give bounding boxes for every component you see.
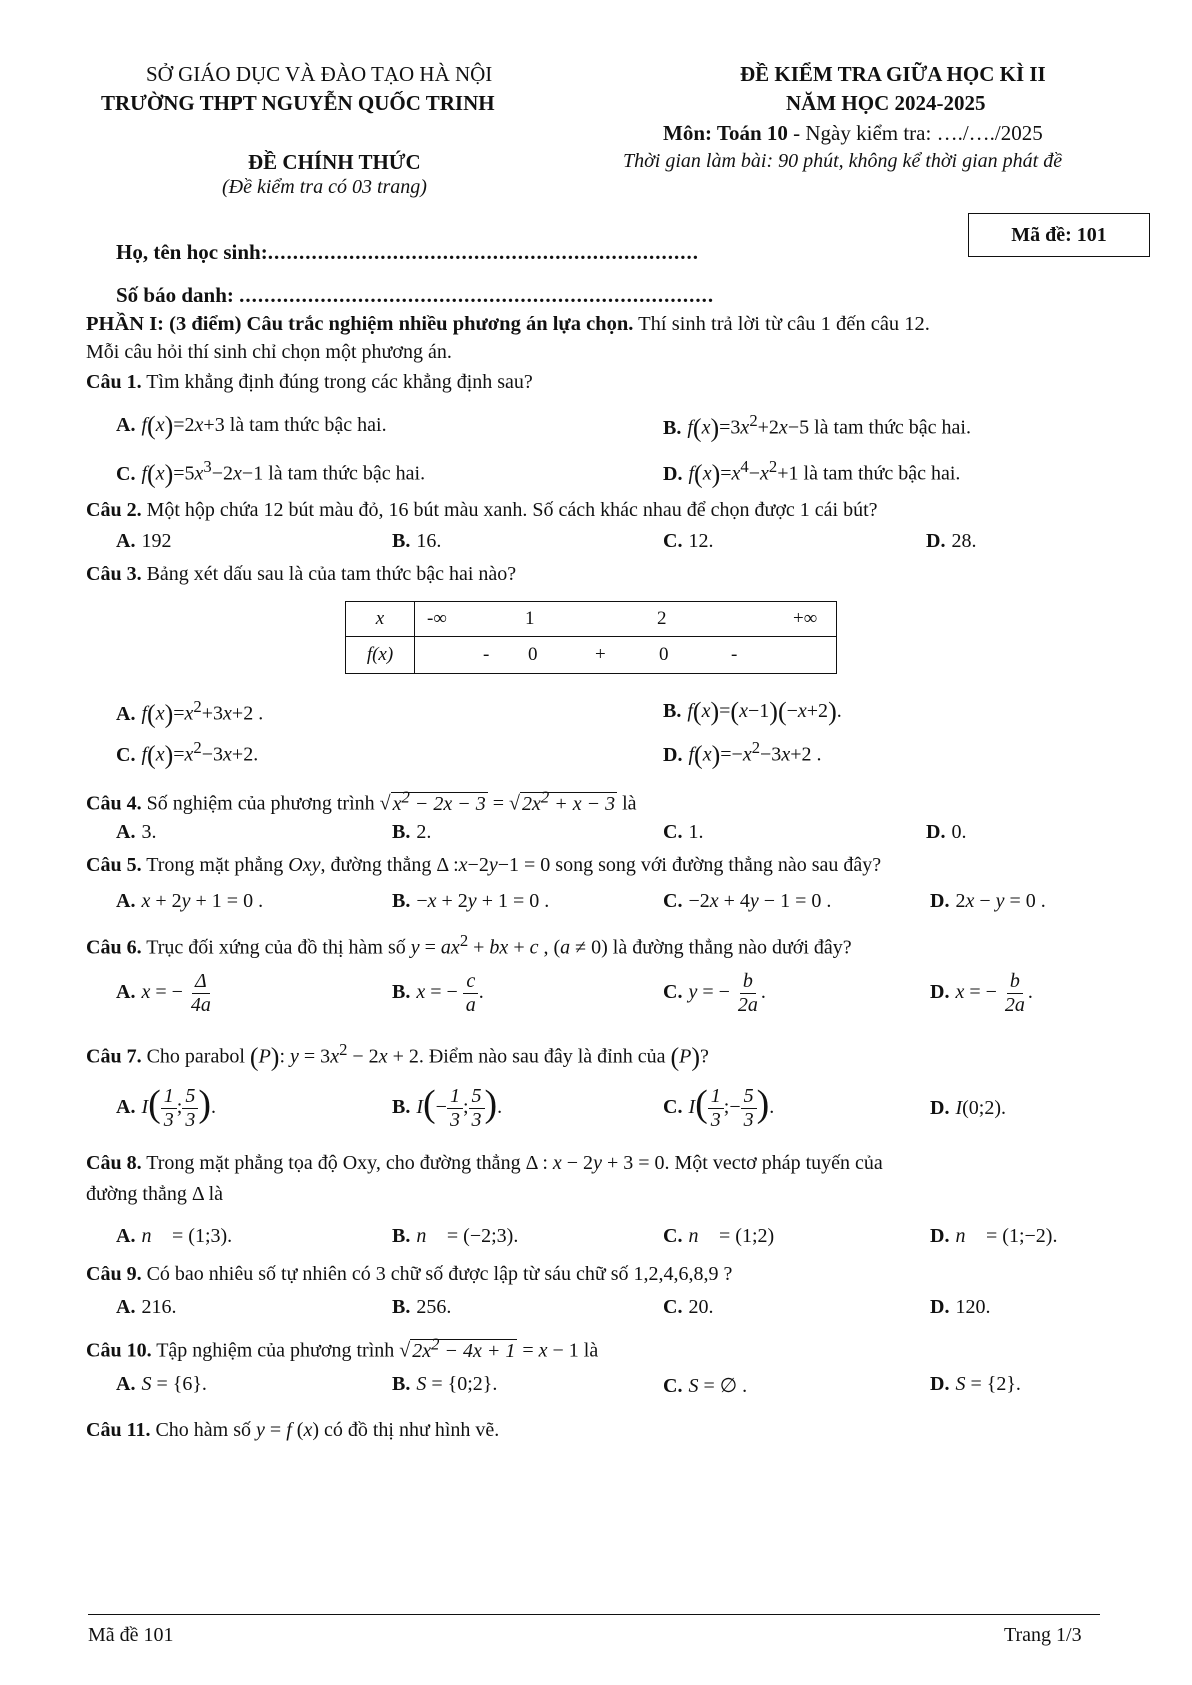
time-note: Thời gian làm bài: 90 phút, không kể thời gian phát đề (623, 150, 1063, 172)
question-1 (86, 371, 533, 394)
q8-option-b: B. n⃗ = (−2;3). (392, 1225, 519, 1247)
sign-3: + (595, 644, 606, 665)
q1-text: Tìm khẳng định đúng trong các khẳng định sau? (141, 371, 533, 393)
q5-option-c: C. −2x + 4y − 1 = 0 . (663, 890, 832, 912)
question-9: Câu 9. Có bao nhiêu số tự nhiên có 3 chữ số được lập từ sáu chữ số 1,2,4,6,8,9 ? (86, 1263, 733, 1285)
subject-label: Môn: Toán 10 (663, 121, 788, 145)
student-id-field: Số báo danh: ............................................................................ (116, 283, 715, 307)
question-3: Câu 3. Bảng xét dấu sau là của tam thức bậc hai nào? (86, 563, 517, 585)
question-10: Câu 10. Tập nghiệm của phương trình √ $2x^2 - 4x + 1 = x - 1$ là (86, 1334, 599, 1362)
q2-option-c: C. 12. (663, 530, 714, 552)
q1-option-c: C. $f(x)=5x^3-2x-1$ là tam thức bậc hai. (116, 457, 426, 489)
part1-heading (86, 313, 930, 336)
q7-option-b: B. I(− $\frac{1}{3}$ ; $\frac{5}{3}$ ). (392, 1083, 503, 1131)
part1-title: PHẦN I: (3 điểm) Câu trắc nghiệm nhiều phương án lựa chọn. (86, 313, 634, 335)
question-5: Câu 5. Trong mặt phẳng Oxy, đường thẳng Δ :x−2y−1 = 0 song song với đường thẳng nào sau đây? (86, 854, 882, 876)
question-2: Câu 2. Một hộp chứa 12 bút màu đỏ, 16 bút màu xanh. Số cách khác nhau để chọn được 1 cái bút? (86, 499, 878, 521)
student-id-label: Số báo danh: (116, 283, 234, 307)
q4-option-d: D. 0. (926, 821, 967, 843)
question-7: Câu 7. Cho parabol (P): $y = 3x^2 - 2x + 2$. Điểm nào sau đây là đỉnh của (P)? (86, 1040, 709, 1072)
student-name-field: Họ, tên học sinh:..................................................................... (116, 240, 699, 264)
question-4: Câu 4. Số nghiệm của phương trình √ $x^2 - 2x - 3$ = √ $2x^2 + x - 3$ là (86, 787, 637, 815)
exam-code-box: Mã đề: 101 (968, 213, 1150, 257)
q3-option-d: D. $f(x)=-x^2-3x+2$ . (663, 738, 822, 770)
official-label: ĐỀ CHÍNH THỨC (248, 150, 421, 174)
question-8: Câu 8. Trong mặt phẳng tọa độ Oxy, cho đường thẳng Δ : x − 2y + 3 = 0. Một vectơ pháp tuyến của (86, 1152, 883, 1174)
sign-2: 0 (528, 644, 538, 665)
sign-table (345, 601, 837, 674)
q4-option-a: A. 3. (116, 821, 157, 843)
q3-option-c: C. $f(x)=x^2-3x+2$. (116, 738, 259, 770)
q6-option-c: C. y = − $\frac{b}{2a}$ . (663, 970, 766, 1016)
q8-option-c: C. n⃗ = (1;2) (663, 1225, 775, 1247)
q8-line-2: đường thẳng Δ là (86, 1183, 224, 1205)
q10-option-c: C. S = ∅ . (663, 1375, 748, 1397)
part1-instruction: Thí sinh trả lời từ câu 1 đến câu 12. (633, 313, 930, 335)
q6-option-d: D. x = − $\frac{b}{2a}$ . (930, 970, 1033, 1016)
question-11: Câu 11. Cho hàm số y = f (x) có đồ thị như hình vẽ. (86, 1419, 500, 1441)
sign-5: - (731, 644, 738, 665)
q5-option-d: D. 2x − y = 0 . (930, 890, 1046, 912)
pages-note: (Đề kiểm tra có 03 trang) (222, 176, 427, 198)
sign-table-fx-row (415, 637, 837, 674)
q10-option-d: D. S = {2}. (930, 1373, 1021, 1395)
q6-option-b: B. x = − $\frac{c}{a}$ . (392, 970, 484, 1016)
footer-exam-code: Mã đề 101 (88, 1624, 174, 1646)
footer-divider (88, 1614, 1100, 1615)
q9-option-c: C. 20. (663, 1296, 714, 1318)
q9-option-a: A. 216. (116, 1296, 177, 1318)
subject-line (663, 121, 1043, 146)
q1-option-a: A. f(x)=2x+3 là tam thức bậc hai. (116, 411, 387, 440)
q1-option-b: B. $f(x)=3x^2+2x-5$ là tam thức bậc hai. (663, 411, 971, 443)
q8-option-a: A. n⃗ = (1;3). (116, 1225, 233, 1247)
q5-option-b: B. −x + 2y + 1 = 0 . (392, 890, 550, 912)
q7-option-d: D. I(0;2). (930, 1097, 1007, 1119)
sign-table-x-label: x (346, 602, 415, 637)
q6-option-a: A. x = − $\frac{\Delta}{4a}$ (116, 970, 211, 1016)
q9-option-d: D. 120. (930, 1296, 991, 1318)
exam-date: - Ngày kiểm tra: …./…./2025 (787, 121, 1043, 145)
q4-option-c: C. 1. (663, 821, 704, 843)
q7-option-a: A. I( $\frac{1}{3}$ ; $\frac{5}{3}$ ). (116, 1083, 216, 1131)
x-val-neg-inf: -∞ (427, 608, 447, 629)
q2-option-b: B. 16. (392, 530, 442, 552)
q10-option-b: B. S = {0;2}. (392, 1373, 498, 1395)
x-val-2: 2 (657, 608, 667, 629)
school-name: TRƯỜNG THPT NGUYỄN QUỐC TRINH (101, 91, 495, 115)
sign-4: 0 (659, 644, 669, 665)
part1-instruction-2: Mỗi câu hỏi thí sinh chỉ chọn một phương án. (86, 341, 452, 363)
x-val-pos-inf: +∞ (793, 608, 818, 629)
q10-option-a: A. S = {6}. (116, 1373, 207, 1395)
q2-option-a: A. 192 (116, 530, 172, 552)
q2-option-d: D. 28. (926, 530, 977, 552)
footer-page-number: Trang 1/3 (1004, 1624, 1082, 1646)
ministry-name: SỞ GIÁO DỤC VÀ ĐÀO TẠO HÀ NỘI (146, 62, 493, 86)
q3-option-b: B. f(x)=(x−1)(−x+2). (663, 697, 842, 726)
question-6: Câu 6. Trục đối xứng của đồ thị hàm số $y = ax^2$ + bx + c , (a ≠ 0) là đường thẳng nào dưới đây? (86, 931, 852, 959)
q7-option-c: C. I( $\frac{1}{3}$ ;− $\frac{5}{3}$ ). (663, 1083, 775, 1131)
q3-option-a: A. $f(x)=x^2+3x+2$ . (116, 697, 264, 729)
x-val-1: 1 (525, 608, 535, 629)
q1-option-d: D. $f(x)=x^4-x^2+1$ là tam thức bậc hai. (663, 457, 961, 489)
q9-option-b: B. 256. (392, 1296, 452, 1318)
sign-table-fx-label: f(x) (346, 637, 415, 674)
q4-option-b: B. 2. (392, 821, 432, 843)
q8-option-d: D. n⃗ = (1;−2). (930, 1225, 1058, 1247)
sign-1: - (483, 644, 490, 665)
exam-title: ĐỀ KIỂM TRA GIỮA HỌC KÌ II (740, 62, 1046, 86)
sign-table-x-row (415, 602, 837, 637)
school-year: NĂM HỌC 2024-2025 (786, 91, 986, 115)
q1-label: Câu 1. (86, 371, 142, 393)
q5-option-a: A. x + 2y + 1 = 0 . (116, 890, 264, 912)
student-name-label: Họ, tên học sinh: (116, 240, 268, 264)
